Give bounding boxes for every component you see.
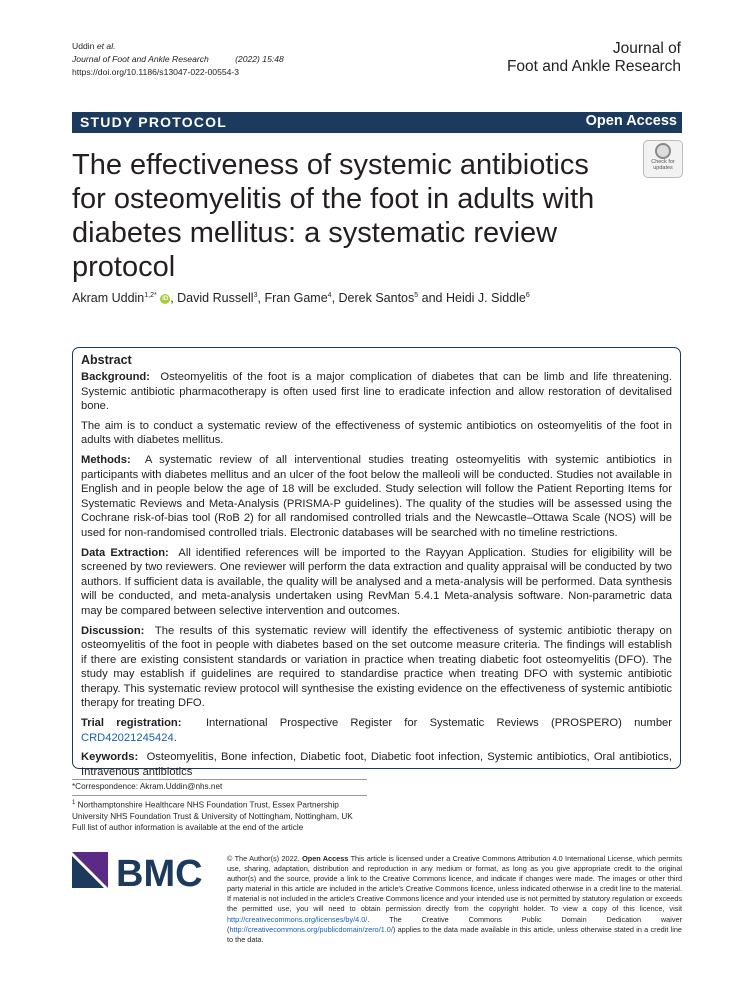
abstract-aim: The aim is to conduct a systematic review of the effectiveness of systemic antibiotics on osteomyelitis of the foot in adults with diabetes mellitus. xyxy=(81,419,672,447)
abstract-keywords xyxy=(81,750,672,779)
author-affil: 6 xyxy=(525,291,530,299)
doi-link[interactable]: https://doi.org/10.1186/s13047-022-00554-3 xyxy=(72,67,240,77)
correspondence-note: *Correspondence: Akram.Uddin@nhs.net xyxy=(72,782,223,791)
check-for-updates-button[interactable] xyxy=(643,140,683,178)
license-p1: © The Author(s) 2022. xyxy=(227,854,303,863)
methods-text: A systematic review of all interventional studies treating osteomyelitis with systemic antibiotics in participants with diabetes mellitus and an ulcer of the foot below the malleoli will be conducted. Studies not available in English and in people below the age of 18 will be excluded. Study selection will follow the Patient Reporting Items for Systematic Reviews and Meta-Analysis (PRISMA-P guidelines). The quality of the studies will be assessed using the Cochrane risk-of-bias tool (RoB 2) for all randomised controlled trials and the Newcastle–Ottawa Scale (NOS) will be used for non-randomised controlled trials. Electronic databases will be searched with no timeline restrictions. xyxy=(81,453,672,539)
keywords-label: Keywords: xyxy=(81,751,139,764)
discussion-text: The results of this systematic review will identify the effectiveness of systemic antibiotic therapy on osteomyelitis of the foot in people with diabetes based on the set outcome measure criteria. The findings will establish if there are existing consistent standards or variation in practice when treating diabetic foot osteomyelitis (DFO). The study may establish if guidelines are required to standardise practice when treating DFO with systemic antibiotic therapy. This systematic review protocol will synthesise the existing evidence on the effectiveness of systemic antibiotic therapy for treating DFO. xyxy=(81,624,673,710)
license-p4: ) applies to the data made available in this article, unless otherwise stated in a credit line to the data. xyxy=(227,924,682,944)
footnote-divider xyxy=(72,795,367,796)
author-affil: 4 xyxy=(327,291,332,299)
journal-name xyxy=(507,40,681,76)
background-text: Osteomyelitis of the foot is a major complication of diabetes that can be limb and life threatening. Systemic antibiotic pharmacotherapy is often used first line to eradicate infection and allow restoration of devitalised bone. xyxy=(81,371,672,413)
article-title: The effectiveness of systemic antibiotics for osteomyelitis of the foot in adults with diabetes mellitus: a systematic review protocol xyxy=(72,149,595,283)
extraction-label: Data Extraction: xyxy=(81,546,169,559)
author-affil: 1,2* xyxy=(144,291,157,299)
article-type: STUDY PROTOCOL xyxy=(80,114,227,130)
orcid-icon[interactable]: iD xyxy=(162,295,169,302)
journal-line2: Foot and Ankle Research xyxy=(506,58,681,75)
author-sep: , xyxy=(257,291,265,305)
header-journal: Journal of Foot and Ankle Research xyxy=(72,54,209,64)
methods-label: Methods: xyxy=(81,453,131,466)
author-affil: 3 xyxy=(253,291,258,299)
author-name[interactable]: Fran Game xyxy=(264,291,328,305)
affil-text: Northamptonshire Healthcare NHS Foundation Trust, Essex Partnership University NHS Foundation Trust & University of Nottingham, Nottingham, UK xyxy=(72,800,353,821)
discussion-label: Discussion: xyxy=(81,624,145,637)
author-name[interactable]: David Russell xyxy=(177,291,254,305)
author-list xyxy=(72,291,530,305)
header-etal: et al. xyxy=(96,41,116,51)
license-oa: Open Access xyxy=(302,854,349,863)
abstract-methods xyxy=(81,453,672,541)
abstract-background xyxy=(81,370,672,414)
prospero-link[interactable]: CRD42021245424 xyxy=(81,731,174,744)
license-p2: This article is licensed under a Creative Commons Attribution 4.0 International License, which permits use, sharing, adaptation, distribution and reproduction in any medium or format, as long as you give appropriate credit to the original author(s) and the source, provide a link to the Creative Commons licence, and indicate if changes were made. The images or other third party material in this article are included in the article's Creative Commons licence, unless indicated otherwise in a credit line to the material. If material is not included in the article's Creative Commons licence and your intended use is not permitted by statutory regulation or exceeds the permitted use, you will need to obtain permission directly from the copyright holder. To view a copy of this licence, visit xyxy=(227,854,682,914)
abstract-box xyxy=(72,347,681,778)
check-updates-icon xyxy=(655,143,671,159)
trial-text: International Prospective Register for Systematic Reviews (PROSPERO) number xyxy=(205,717,673,730)
affil-sup: 1 xyxy=(72,800,76,806)
header-year-vol: (2022) 15:48 xyxy=(235,54,284,64)
check-updates-line2: updates xyxy=(653,165,673,171)
trial-end: . xyxy=(173,731,177,744)
author-sep: , xyxy=(331,291,339,305)
author-and: and xyxy=(418,291,446,305)
journal-line1: Journal of xyxy=(612,40,681,57)
license-link-2[interactable]: http://creativecommons.org/publicdomain/zero/1.0/ xyxy=(229,924,393,934)
abstract-heading: Abstract xyxy=(81,353,132,367)
bmc-logo-mark xyxy=(72,852,210,892)
license-p3: . The Creative Commons Public Domain Dedication waiver ( xyxy=(227,914,682,934)
abstract-trial xyxy=(81,716,672,745)
abstract-discussion xyxy=(81,624,672,712)
affiliation-note xyxy=(72,798,372,833)
trial-label: Trial registration: xyxy=(81,717,182,730)
logo-text: BMC xyxy=(116,853,203,892)
article-type-banner xyxy=(72,112,682,133)
author-affil: 5 xyxy=(414,291,419,299)
author-name[interactable]: Derek Santos xyxy=(338,291,415,305)
extraction-text: All identified references will be imported to the Rayyan Application. Studies for eligibility will be screened by two reviewers. One reviewer will perform the data extraction and quality appraisal will be conducted by two authors. If sufficient data is available, the quality will be analysed and a meta-analysis will be performed. Data synthesis will be conducted, and meta-analysis undertaken using RevMan 5.4.1 Meta-analysis software. Non-parametric data may be compared between selective intervention and outcomes. xyxy=(81,546,672,617)
keywords-text: Osteomyelitis, Bone infection, Diabetic foot, Diabetic foot infection, Systemic antibiotics, Oral antibiotics, Intravenous antibiotics xyxy=(81,751,672,778)
open-access-label: Open Access xyxy=(585,113,677,129)
bmc-logo xyxy=(72,852,210,892)
license-link-1[interactable]: http://creativecommons.org/licenses/by/4.0/ xyxy=(227,914,368,924)
author-name[interactable]: Heidi J. Siddle xyxy=(445,291,526,305)
background-label: Background: xyxy=(81,371,150,383)
check-updates-line1: Check for xyxy=(651,159,675,165)
author-name[interactable]: Akram Uddin xyxy=(72,291,145,305)
citation-header xyxy=(72,40,284,79)
license-text xyxy=(227,854,682,945)
header-author: Uddin xyxy=(72,41,95,51)
footnote-divider xyxy=(72,779,367,780)
more-info: Full list of author information is available at the end of the article xyxy=(72,822,304,832)
author-sep: , xyxy=(170,291,178,305)
abstract-extraction xyxy=(81,546,672,619)
